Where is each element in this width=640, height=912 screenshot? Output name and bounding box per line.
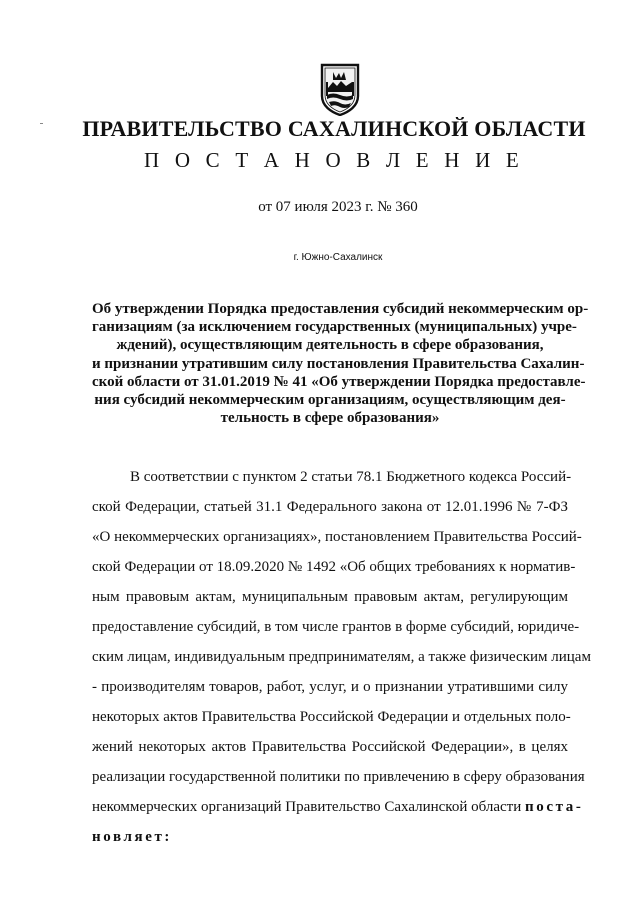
body-line: ской Федерации, статьей 31.1 Федерального закона от 12.01.1996 № 7-ФЗ: [92, 499, 568, 515]
title-line: ской области от 31.01.2019 № 41 «Об утверждении Порядка предоставле-: [92, 373, 586, 390]
title-line: и признании утратившим силу постановления Правительства Сахалин-: [92, 355, 585, 372]
title-line: ждений), осуществляющим деятельность в сфере образования,: [116, 337, 544, 354]
document-body: [92, 462, 591, 852]
body-line: ской Федерации от 18.09.2020 № 1492 «Об общих требованиях к норматив-: [92, 559, 576, 575]
document-date-number: от 07 июля 2023 г. № 360: [258, 199, 418, 215]
organization-name: ПРАВИТЕЛЬСТВО САХАЛИНСКОЙ ОБЛАСТИ: [82, 116, 586, 141]
body-line: некоторых актов Правительства Российской Федерации и отдельных поло-: [92, 709, 571, 725]
body-line: ным правовым актам, муниципальным правовым актам, регулирующим: [92, 589, 568, 605]
resolution-word-end: новляет:: [92, 829, 173, 845]
document-title: [92, 300, 589, 427]
coat-of-arms-icon: [319, 62, 361, 116]
body-line: [92, 792, 584, 822]
body-line: «О некоммерческих организациях», постановлением Правительства Россий-: [92, 529, 582, 545]
document-type: П О С Т А Н О В Л Е Н И Е: [144, 148, 524, 172]
resolution-word: поста-: [525, 799, 584, 815]
body-line: жений некоторых актов Правительства Российской Федерации», в целях: [92, 739, 568, 755]
body-line: предоставление субсидий, в том числе грантов в форме субсидий, юридиче-: [92, 619, 580, 635]
body-line-text: некоммерческих организаций Правительство Сахалинской области: [92, 799, 526, 815]
title-line: Об утверждении Порядка предоставления субсидий некоммерческим ор-: [92, 301, 589, 317]
document-city: г. Южно-Сахалинск: [293, 252, 383, 263]
body-line: - производителям товаров, работ, услуг, и о признании утратившими силу: [92, 679, 568, 695]
title-line: тельность в сфере образования»: [220, 410, 440, 427]
body-line: ским лицам, индивидуальным предпринимателям, а также физическим лицам: [92, 649, 591, 665]
body-line: В соответствии с пунктом 2 статьи 78.1 Бюджетного кодекса Россий-: [130, 469, 572, 485]
title-line: ния субсидий некоммерческим организациям, осуществляющим дея-: [94, 392, 566, 409]
title-line: ганизациям (за исключением государственных (муниципальных) учре-: [92, 319, 577, 336]
body-line: [92, 822, 568, 852]
body-line: реализации государственной политики по привлечению в сферу образования: [92, 769, 585, 785]
